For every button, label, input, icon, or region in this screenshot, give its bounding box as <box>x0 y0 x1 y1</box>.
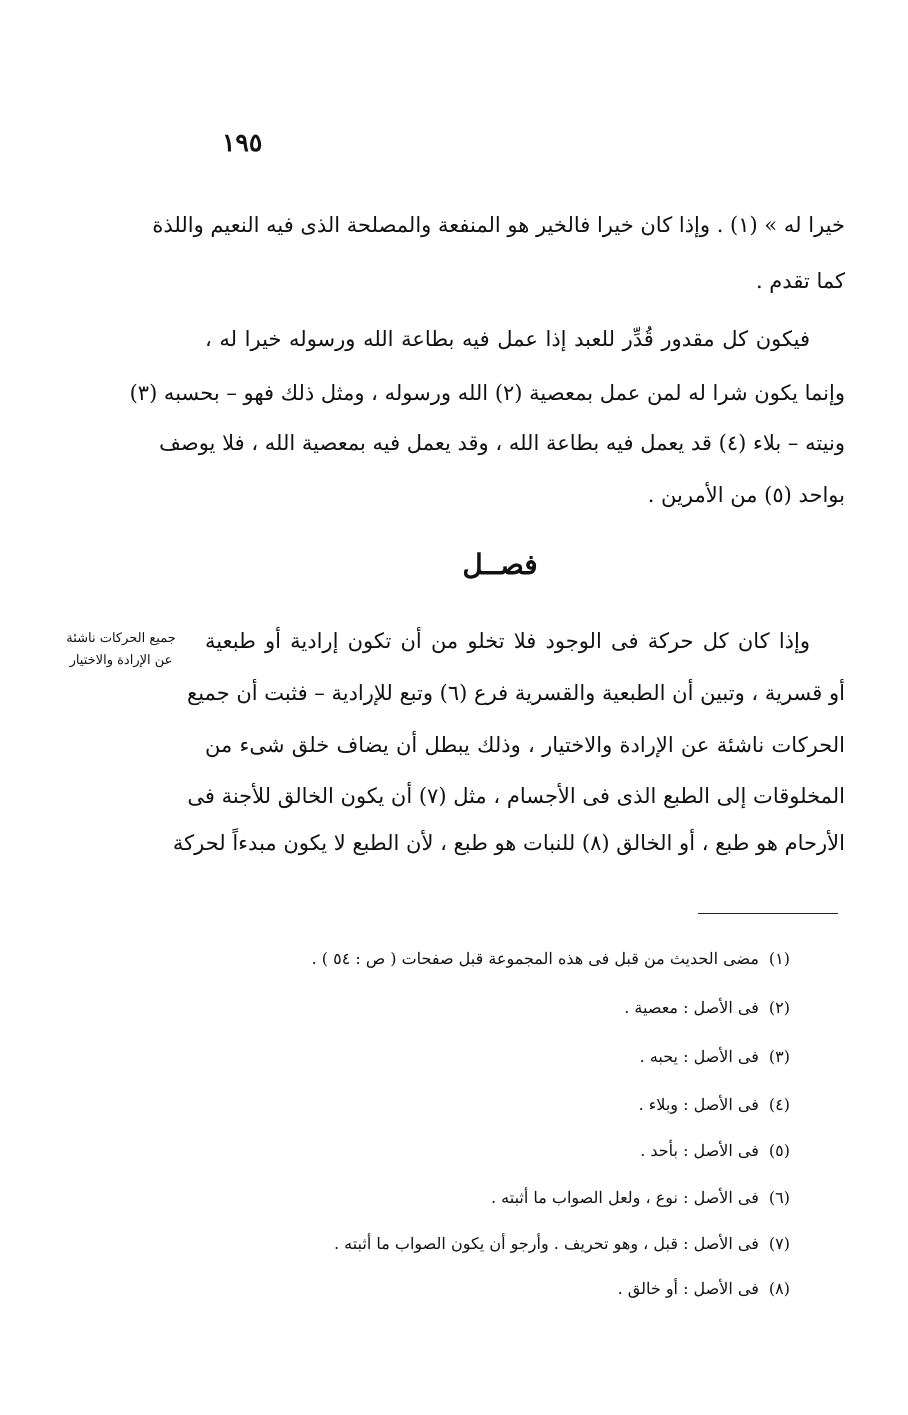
footnote-number: (٣) <box>768 1047 790 1066</box>
footnote-number: (٤) <box>768 1095 790 1114</box>
section-title: فصــل <box>462 548 538 581</box>
margin-note <box>58 628 184 672</box>
footnote-text: فى الأصل : أو خالق . <box>617 1279 759 1298</box>
para1-line-1: خيرا له » (١) . وإذا كان خيرا فالخير هو المنفعة والمصلحة الذى فيه النعيم واللذة <box>152 213 845 237</box>
footnote-text: فى الأصل : قبل ، وهو تحريف . وأرجو أن يكون الصواب ما أثبته . <box>333 1234 759 1253</box>
para3-line-2: أو قسرية ، وتبين أن الطبعية والقسرية فرع (٦) وتبع للإرادية – فثبت أن جميع <box>187 681 845 705</box>
footnote-number: (٢) <box>768 998 790 1017</box>
footnote-3 <box>640 1045 790 1069</box>
footnote-text: فى الأصل : وبلاء . <box>638 1095 759 1114</box>
footnote-text: فى الأصل : يحبه . <box>639 1047 759 1066</box>
footnote-number: (٦) <box>768 1188 790 1207</box>
footnote-number: (٨) <box>768 1279 790 1298</box>
footnote-number: (٧) <box>768 1234 790 1253</box>
footnote-8 <box>618 1277 790 1301</box>
footnote-number: (١) <box>768 949 790 968</box>
margin-note-line-1: جميع الحركات ناشئة <box>66 631 176 646</box>
page-number: ١٩٥ <box>222 128 263 157</box>
footnote-text: فى الأصل : معصية . <box>624 998 759 1017</box>
para2-line-2: وإنما يكون شرا له لمن عمل بمعصية (٢) الله ورسوله ، ومثل ذلك فهو – بحسبه (٣) <box>129 381 845 405</box>
footnote-text: فى الأصل : بأحد . <box>640 1141 759 1160</box>
para1-line-2: كما تقدم . <box>755 269 845 293</box>
footnote-4 <box>639 1093 790 1117</box>
para2-line-3: ونيته – بلاء (٤) قد يعمل فيه بطاعة الله ، وقد يعمل فيه بمعصية الله ، فلا يوصف <box>159 431 845 455</box>
para3-line-1: وإذا كان كل حركة فى الوجود فلا تخلو من أن تكون إرادية أو طبعية <box>205 629 810 653</box>
para3-line-3: الحركات ناشئة عن الإرادة والاختيار ، وذلك يبطل أن يضاف خلق شىء من <box>205 733 845 757</box>
margin-note-line-2: عن الإرادة والاختيار <box>69 653 173 668</box>
footnote-6 <box>491 1186 790 1210</box>
footnote-7 <box>334 1232 790 1256</box>
para2-line-4: بواحد (٥) من الأمرين . <box>647 483 845 507</box>
para2-line-1: فيكون كل مقدور قُدِّر للعبد إذا عمل فيه بطاعة الله ورسوله خيرا له ، <box>205 327 810 351</box>
para3-line-5: الأرحام هو طبع ، أو الخالق (٨) للنبات هو طبع ، لأن الطبع لا يكون مبدءاً لحركة <box>172 831 845 855</box>
footnote-text: فى الأصل : نوع ، ولعل الصواب ما أثبته . <box>490 1188 759 1207</box>
footnote-divider <box>698 913 838 914</box>
para3-line-4: المخلوقات إلى الطبع الذى فى الأجسام ، مثل (٧) أن يكون الخالق للأجنة فى <box>187 784 845 808</box>
footnote-5 <box>640 1139 790 1163</box>
footnote-1 <box>312 947 790 971</box>
footnote-number: (٥) <box>768 1141 790 1160</box>
footnote-2 <box>624 996 790 1020</box>
footnote-text: مضى الحديث من قبل فى هذه المجموعة قبل صفحات ( ص : ٥٤ ) . <box>311 949 759 968</box>
